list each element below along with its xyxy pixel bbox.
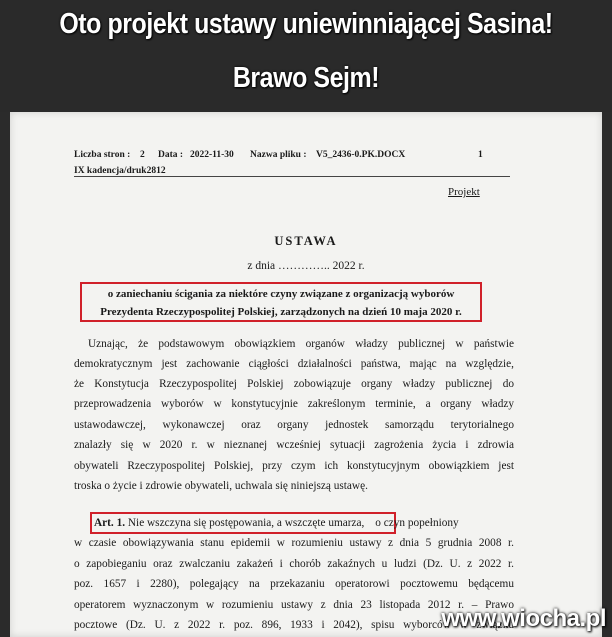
meta-page-number: 1	[478, 150, 483, 160]
article-line: pocztowe (Dz. U. z 2022 r. poz. 896, 1933 i 2042), spisu wyborców w związku	[74, 619, 514, 631]
article-line: poz. 1657 i 2280), polegający na przekazaniu operatorowi pocztowemu będącemu	[74, 578, 514, 590]
article-1-first-line	[94, 513, 514, 533]
article-1-label: Art. 1.	[94, 517, 126, 529]
meta-date-label: Data :	[158, 150, 184, 160]
preamble-line: demokratycznym jest zachowanie ciągłości działalności państwa, mając na względzie,	[74, 358, 514, 370]
preamble-line: że Konstytucja Rzeczypospolitej Polskiej zobowiązuje organy władzy publicznej do	[74, 378, 514, 390]
article-line: o zapobieganiu oraz zwalczaniu zakażeń i chorób zakaźnych u ludzi (Dz. U. z 2022 r.	[74, 558, 514, 570]
preamble-line: ustawodawczej, wykonawczej oraz organy jednostek samorządu terytorialnego	[74, 419, 514, 431]
preamble-line: przeprowadzenia wyborów w konstytucyjnie zakreślonym terminie, a organy władzy	[74, 398, 514, 410]
article-line: w czasie obowiązywania stanu epidemii w rozumieniu ustawy z dnia 5 grudnia 2008 r.	[74, 537, 514, 549]
document-date-line: z dnia ………….. 2022 r.	[247, 260, 365, 272]
preamble-line: znalazły się w 2020 r. w nieznanej wcześniej sytuacji zagrożenia życia i zdrowia	[74, 439, 514, 451]
meta-pages-label: Liczba stron :	[74, 150, 131, 160]
meta-date-value: 2022-11-30	[190, 150, 234, 160]
meta-file-value: V5_2436-0.PK.DOCX	[316, 150, 406, 160]
document-status: Projekt	[448, 186, 480, 198]
article-1-highlight-text: Nie wszczyna się postępowania, a wszczęte umarza,	[127, 517, 365, 529]
headline-line-2: Brawo Sejm!	[232, 62, 380, 94]
document-title: USTAWA	[274, 234, 338, 248]
document-page	[10, 112, 602, 637]
headline-line-1: Oto projekt ustawy uniewinniającej Sasina!	[59, 8, 553, 40]
header-rule	[74, 176, 510, 177]
meta-pages-value: 2	[140, 150, 145, 160]
article-line: operatorem wyznaczonym w rozumieniu ustawy z dnia 23 listopada 2012 r. – Prawo	[74, 599, 514, 611]
meta-file-label: Nazwa pliku :	[250, 150, 307, 160]
subject-line-2: Prezydenta Rzeczypospolitej Polskiej, zarządzonych na dzień 10 maja 2020 r.	[100, 306, 462, 318]
site-watermark: www.wiocha.pl	[441, 605, 606, 632]
subject-line-1: o zaniechaniu ścigania za niektóre czyny związane z organizacją wyborów	[107, 288, 455, 300]
article-1-rest-text: o czyn popełniony	[375, 517, 459, 529]
meta-print-ref: IX kadencja/druk2812	[74, 166, 166, 176]
preamble-line: obywateli Rzeczypospolitej Polskiej, przy czym ich konstytucyjnym obowiązkiem jest	[74, 460, 514, 472]
preamble-line: troska o życie i zdrowie obywateli, uchwala się niniejszą ustawę.	[74, 480, 368, 492]
preamble-line: Uznając, że podstawowym obowiązkiem organów władzy publicznej w państwie	[88, 338, 514, 350]
headline-banner	[0, 0, 612, 112]
